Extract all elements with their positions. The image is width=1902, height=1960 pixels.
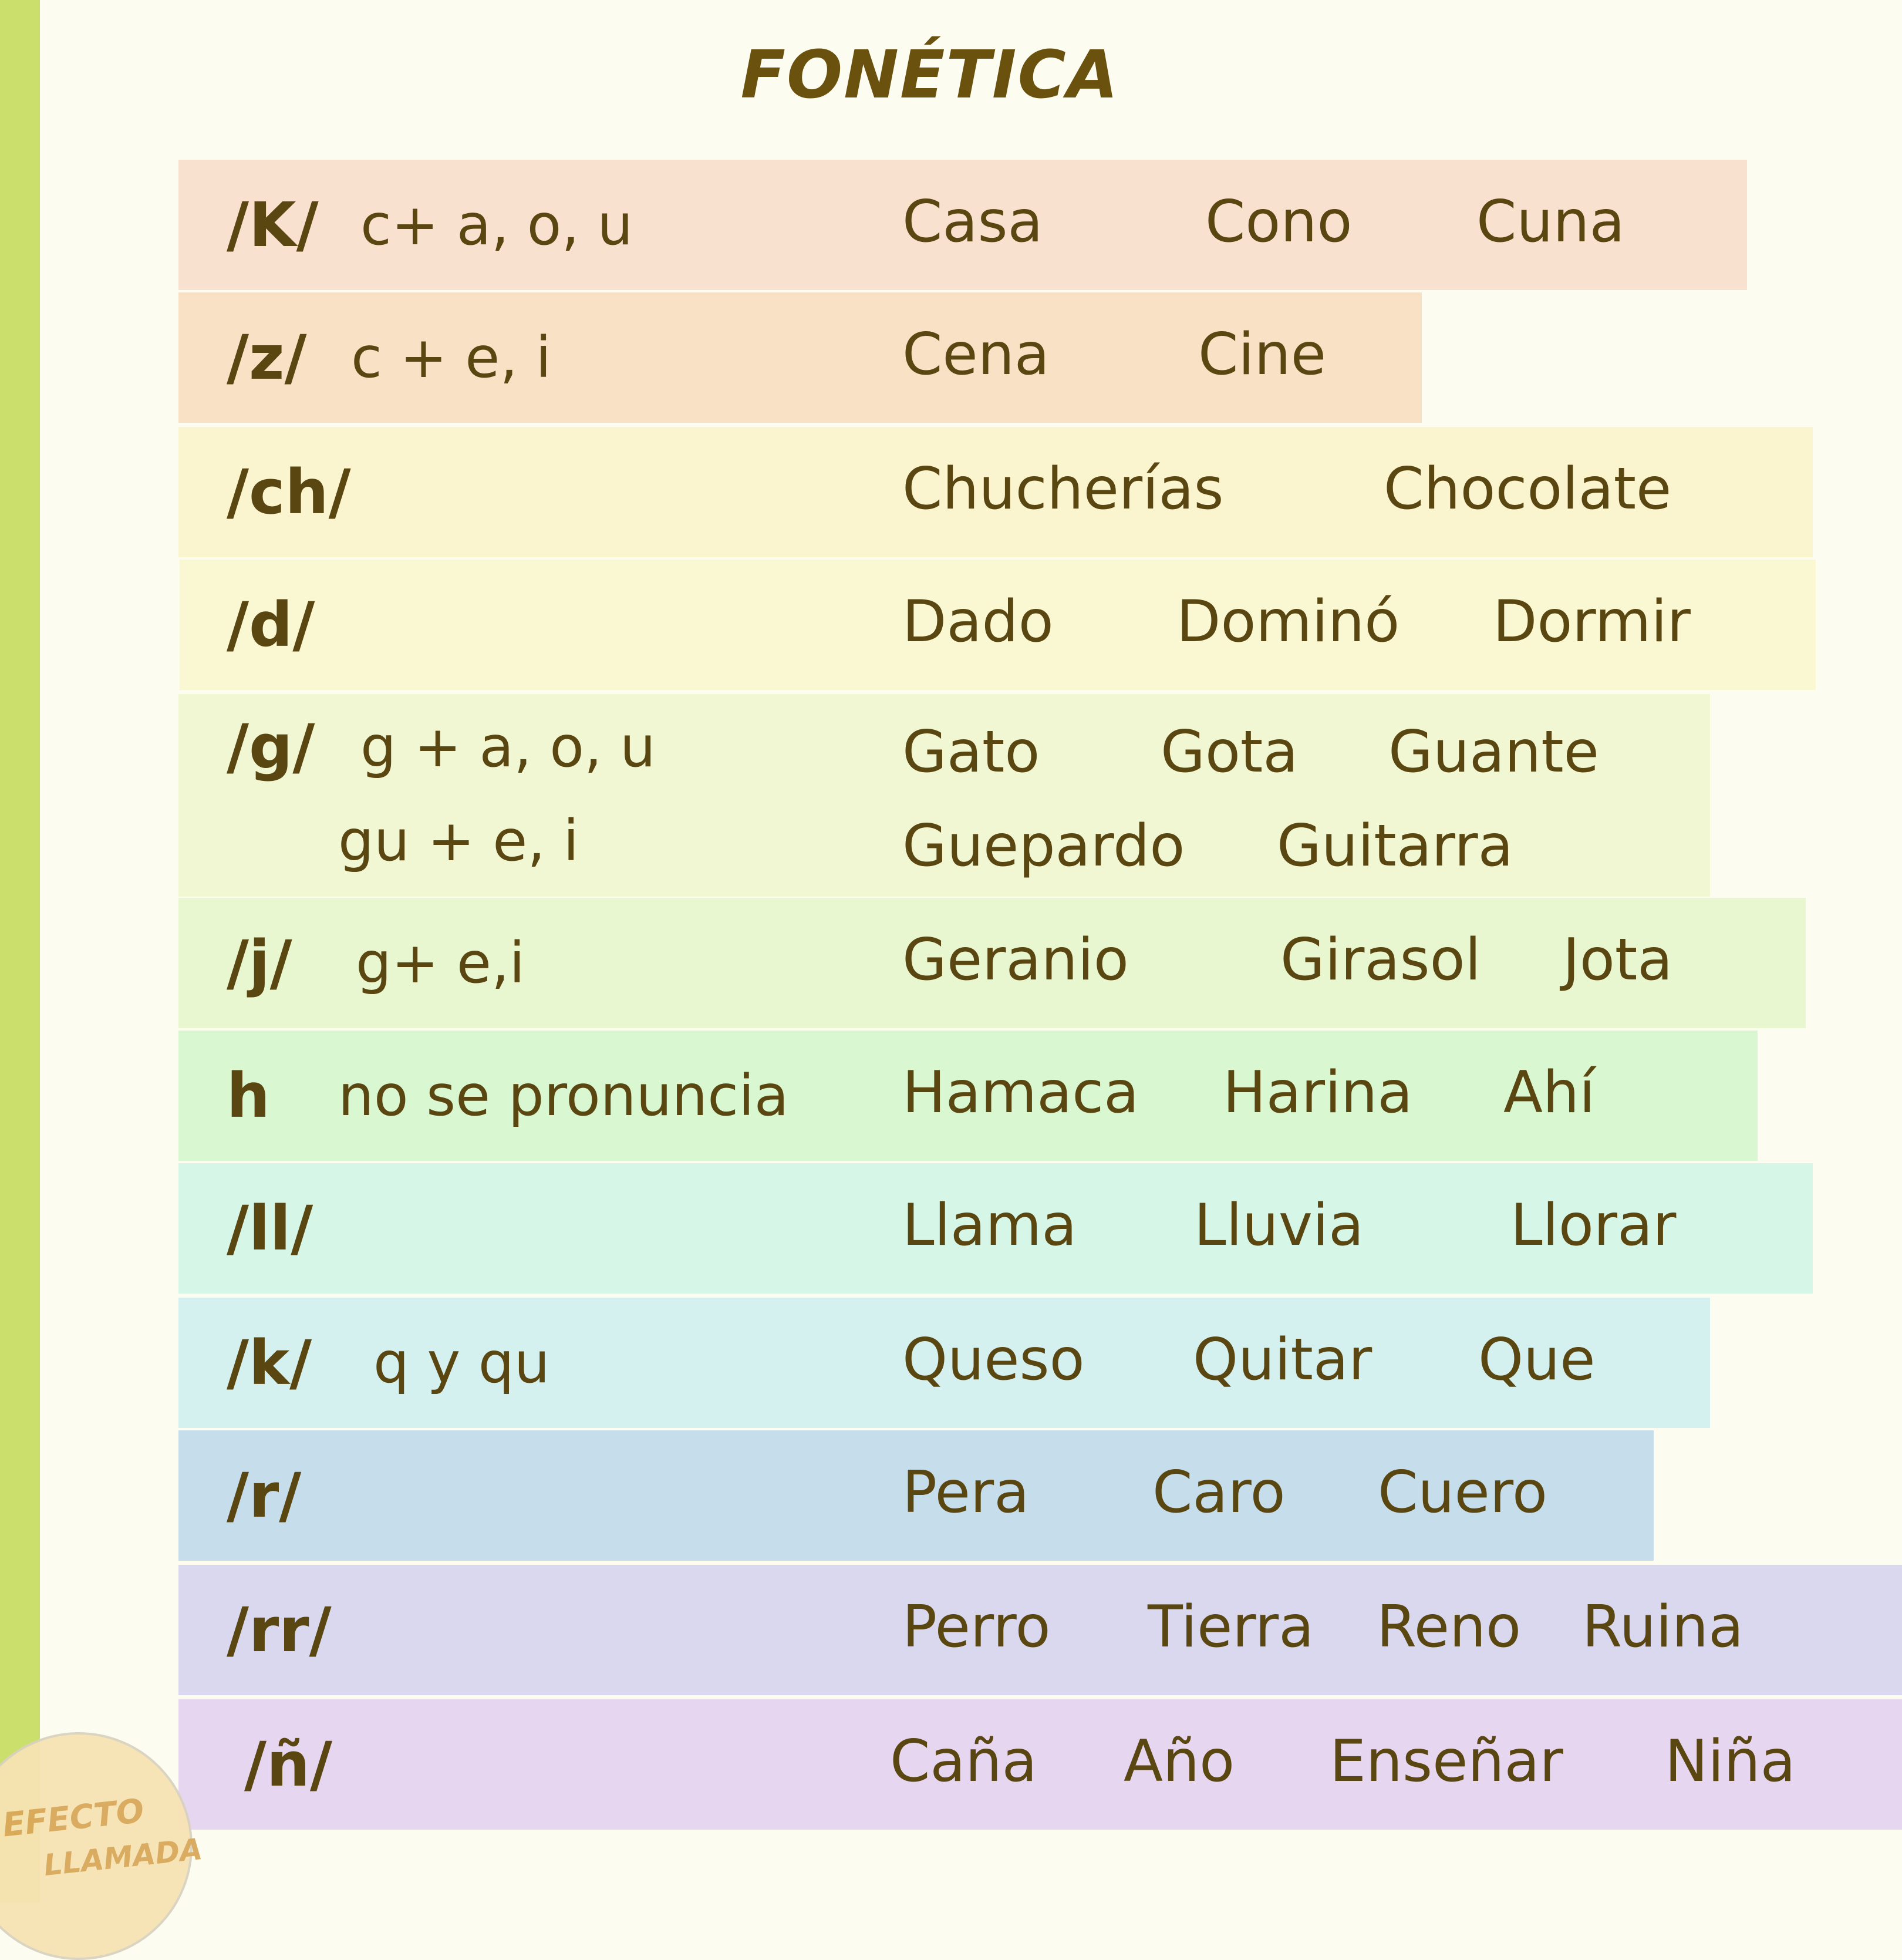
example-word: Quitar [1193, 1326, 1372, 1393]
example-word: Ahí [1503, 1059, 1596, 1126]
example-word: Tierra [1148, 1594, 1314, 1661]
example-word: Dormir [1493, 588, 1691, 655]
phoneme-row [178, 1298, 1710, 1428]
example-word: Cono [1205, 188, 1353, 255]
example-word: Casa [902, 188, 1043, 255]
example-word: Chucherías [902, 456, 1224, 523]
phoneme-row [178, 1163, 1813, 1294]
spelling-rule-secondary: gu + e, i [338, 808, 579, 874]
example-word: Llama [902, 1192, 1077, 1259]
example-word: Caña [890, 1728, 1037, 1795]
example-word: Cena [902, 321, 1050, 388]
example-word: Cuna [1476, 188, 1625, 255]
example-word: Caro [1152, 1459, 1286, 1526]
example-word: Que [1478, 1326, 1596, 1393]
example-word: Chocolate [1384, 456, 1672, 523]
phoneme-symbol: /K/ [227, 189, 319, 261]
example-word: Enseñar [1330, 1728, 1563, 1795]
phoneme-row [178, 1030, 1758, 1161]
example-word: Jota [1563, 927, 1673, 994]
page-title: FONÉTICA [740, 37, 1119, 113]
example-word: Reno [1377, 1594, 1522, 1661]
example-word: Guepardo [902, 813, 1185, 880]
example-word: Lluvia [1194, 1192, 1364, 1259]
example-word: Pera [902, 1459, 1030, 1526]
phoneme-row [178, 427, 1813, 557]
example-word: Guitarra [1277, 813, 1513, 880]
phoneme-symbol: /j/ [227, 927, 292, 999]
phoneme-symbol: /g/ [227, 711, 315, 783]
phoneme-symbol: /z/ [227, 322, 307, 393]
example-word: Girasol [1280, 927, 1481, 994]
phoneme-row [178, 1565, 1902, 1695]
phoneme-symbol: /rr/ [227, 1594, 332, 1666]
phoneme-row [178, 694, 1710, 897]
example-word: Dado [902, 588, 1054, 655]
phoneme-row [178, 1430, 1654, 1561]
phoneme-symbol: /k/ [227, 1327, 312, 1399]
example-word: Hamaca [902, 1059, 1139, 1126]
spelling-rule: no se pronuncia [338, 1063, 789, 1129]
phoneme-symbol: /ñ/ [244, 1729, 333, 1800]
example-word: Harina [1223, 1059, 1413, 1126]
logo-text-line2: LLAMADA [42, 1831, 204, 1883]
phoneme-symbol: /r/ [227, 1460, 302, 1531]
phoneme-row [180, 560, 1816, 690]
example-word: Llorar [1510, 1192, 1677, 1259]
logo-text-line1: EFECTO [1, 1791, 146, 1845]
spelling-rule: c + e, i [351, 325, 552, 390]
phoneme-row [178, 1699, 1902, 1830]
example-word: Cine [1198, 321, 1327, 388]
example-word: Gato [902, 719, 1040, 786]
example-word: Niña [1665, 1728, 1796, 1795]
spelling-rule: g+ e,i [356, 930, 525, 996]
phoneme-symbol: /ll/ [227, 1193, 313, 1264]
phoneme-row [178, 292, 1422, 423]
phoneme-row [178, 898, 1806, 1028]
example-word: Perro [902, 1594, 1051, 1661]
phoneme-symbol: h [227, 1060, 271, 1131]
side-accent-strip [0, 0, 40, 1902]
efecto-llamada-logo [0, 1732, 204, 1960]
example-word: Año [1124, 1728, 1235, 1795]
example-word: Guante [1388, 719, 1599, 786]
phoneme-symbol: /ch/ [227, 456, 351, 528]
example-word: Geranio [902, 927, 1129, 994]
phoneme-row [178, 160, 1747, 290]
example-word: Gota [1161, 719, 1299, 786]
phoneme-symbol: /d/ [227, 589, 315, 661]
example-word: Queso [902, 1326, 1085, 1393]
spelling-rule: c+ a, o, u [360, 192, 633, 258]
spelling-rule: g + a, o, u [360, 714, 656, 780]
example-word: Ruina [1582, 1594, 1744, 1661]
spelling-rule: q y qu [373, 1330, 550, 1396]
example-word: Dominó [1176, 588, 1400, 655]
example-word: Cuero [1378, 1459, 1547, 1526]
